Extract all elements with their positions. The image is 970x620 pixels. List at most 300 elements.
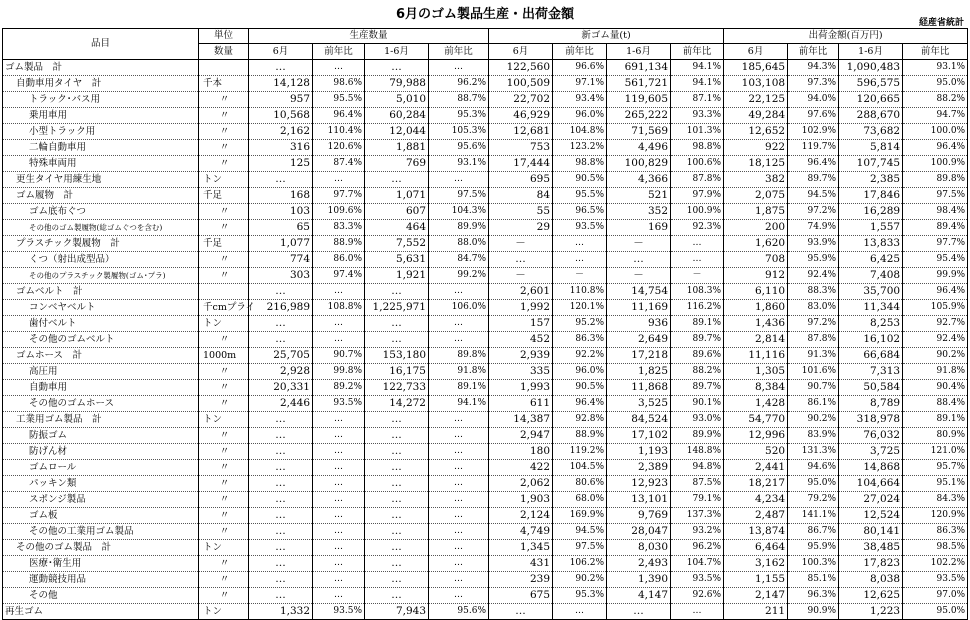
ratio-cell: 84.7% <box>429 252 489 268</box>
value-cell: … <box>365 476 429 492</box>
ratio-cell: … <box>313 412 365 428</box>
value-cell: 4,749 <box>489 524 553 540</box>
ratio-cell: 105.3% <box>429 124 489 140</box>
ratio-cell: … <box>553 252 607 268</box>
ratio-cell: 89.9% <box>429 220 489 236</box>
value-cell: 8,789 <box>839 396 903 412</box>
value-cell: … <box>365 316 429 332</box>
value-cell: 1,428 <box>724 396 788 412</box>
ratio-cell: 97.5% <box>429 188 489 204</box>
value-cell: 13,833 <box>839 236 903 252</box>
ratio-cell: … <box>671 252 724 268</box>
value-cell: … <box>249 476 313 492</box>
value-cell: 11,116 <box>724 348 788 364</box>
ratio-cell: … <box>429 540 489 556</box>
ratio-cell: 83.9% <box>788 428 839 444</box>
value-cell: 4,496 <box>607 140 671 156</box>
value-cell: 239 <box>489 572 553 588</box>
ratio-cell: 90.7% <box>313 348 365 364</box>
table-row <box>3 412 968 428</box>
ratio-cell: 88.7% <box>429 92 489 108</box>
value-cell: 79,988 <box>365 76 429 92</box>
value-cell: 14,128 <box>249 76 313 92</box>
ratio-cell: 97.2% <box>788 316 839 332</box>
ratio-cell: 90.4% <box>903 380 968 396</box>
value-cell: 607 <box>365 204 429 220</box>
value-cell: 17,444 <box>489 156 553 172</box>
row-unit: 〃 <box>199 140 249 156</box>
value-cell: … <box>607 604 671 620</box>
ratio-cell: － <box>671 268 724 284</box>
value-cell: 2,928 <box>249 364 313 380</box>
ratio-cell: … <box>313 556 365 572</box>
value-cell: 265,222 <box>607 108 671 124</box>
value-cell: 2,389 <box>607 460 671 476</box>
ratio-cell: 141.1% <box>788 508 839 524</box>
ratio-cell: 96.2% <box>671 540 724 556</box>
value-cell: 695 <box>489 172 553 188</box>
ratio-cell: 94.3% <box>788 60 839 76</box>
value-cell: … <box>365 412 429 428</box>
value-cell: 936 <box>607 316 671 332</box>
ratio-cell: 88.4% <box>903 396 968 412</box>
row-unit: 〃 <box>199 428 249 444</box>
ratio-cell: 92.8% <box>553 412 607 428</box>
ratio-cell: 95.5% <box>313 92 365 108</box>
value-cell: 303 <box>249 268 313 284</box>
value-cell: … <box>249 444 313 460</box>
row-name: 再生ゴム <box>3 604 199 620</box>
row-name: ゴムロール <box>3 460 199 476</box>
value-cell: 125 <box>249 156 313 172</box>
ratio-cell: 95.3% <box>553 588 607 604</box>
value-cell: … <box>365 284 429 300</box>
ratio-cell: … <box>429 332 489 348</box>
ratio-cell: 79.1% <box>671 492 724 508</box>
value-cell: 12,681 <box>489 124 553 140</box>
ratio-cell: … <box>429 316 489 332</box>
ratio-cell: 89.8% <box>903 172 968 188</box>
ratio-cell: 119.2% <box>553 444 607 460</box>
row-unit: 〃 <box>199 508 249 524</box>
row-name: 防振ゴム <box>3 428 199 444</box>
ratio-cell: … <box>313 588 365 604</box>
value-cell: 3,525 <box>607 396 671 412</box>
value-cell: 119,605 <box>607 92 671 108</box>
value-cell: 318,978 <box>839 412 903 428</box>
value-cell: … <box>607 252 671 268</box>
value-cell: 28,047 <box>607 524 671 540</box>
ratio-cell: 94.1% <box>671 60 724 76</box>
ratio-cell: … <box>313 172 365 188</box>
header-new-rubber: 新ゴム量(t) <box>489 29 724 44</box>
value-cell: … <box>365 540 429 556</box>
ratio-cell: 121.0% <box>903 444 968 460</box>
ratio-cell: 92.4% <box>788 268 839 284</box>
value-cell: 169 <box>607 220 671 236</box>
ratio-cell: … <box>313 332 365 348</box>
value-cell: 103 <box>249 204 313 220</box>
ratio-cell: 83.0% <box>788 300 839 316</box>
ratio-cell: 116.2% <box>671 300 724 316</box>
value-cell: 382 <box>724 172 788 188</box>
value-cell: 769 <box>365 156 429 172</box>
value-cell: 1,825 <box>607 364 671 380</box>
ratio-cell: 119.7% <box>788 140 839 156</box>
table-row <box>3 268 968 284</box>
ratio-cell: 98.5% <box>903 540 968 556</box>
ratio-cell: … <box>553 604 607 620</box>
value-cell: 1,903 <box>489 492 553 508</box>
ratio-cell: 94.6% <box>788 460 839 476</box>
row-name: その他 <box>3 588 199 604</box>
ratio-cell: 93.5% <box>313 396 365 412</box>
ratio-cell: … <box>313 284 365 300</box>
ratio-cell: 88.3% <box>788 284 839 300</box>
table-row <box>3 572 968 588</box>
ratio-cell: 90.5% <box>553 380 607 396</box>
value-cell: … <box>249 172 313 188</box>
ratio-cell: … <box>313 316 365 332</box>
ratio-cell: 92.7% <box>903 316 968 332</box>
table-row <box>3 540 968 556</box>
ratio-cell: 90.2% <box>903 348 968 364</box>
row-name: パッキン類 <box>3 476 199 492</box>
ratio-cell: 109.6% <box>313 204 365 220</box>
value-cell: 211 <box>724 604 788 620</box>
ratio-cell: 68.0% <box>553 492 607 508</box>
value-cell: 2,162 <box>249 124 313 140</box>
row-unit: 〃 <box>199 364 249 380</box>
value-cell: 2,075 <box>724 188 788 204</box>
row-unit: トン <box>199 540 249 556</box>
ratio-cell: 94.1% <box>671 76 724 92</box>
ratio-cell: 89.2% <box>313 380 365 396</box>
value-cell: … <box>249 428 313 444</box>
ratio-cell: 93.0% <box>671 412 724 428</box>
ratio-cell: 95.5% <box>553 188 607 204</box>
value-cell: … <box>365 572 429 588</box>
row-name: 高圧用 <box>3 364 199 380</box>
table-row <box>3 316 968 332</box>
value-cell: … <box>249 332 313 348</box>
value-cell: 16,175 <box>365 364 429 380</box>
value-cell: － <box>607 268 671 284</box>
ratio-cell: 96.5% <box>553 204 607 220</box>
value-cell: 13,101 <box>607 492 671 508</box>
ratio-cell: 88.0% <box>429 236 489 252</box>
table-row <box>3 108 968 124</box>
ratio-cell: 91.8% <box>903 364 968 380</box>
value-cell: 185,645 <box>724 60 788 76</box>
table-row <box>3 236 968 252</box>
ratio-cell: 86.0% <box>313 252 365 268</box>
value-cell: 2,939 <box>489 348 553 364</box>
ratio-cell: 96.4% <box>553 396 607 412</box>
row-unit: 〃 <box>199 204 249 220</box>
ratio-cell: 108.3% <box>671 284 724 300</box>
ratio-cell: 98.8% <box>553 156 607 172</box>
ratio-cell: 102.9% <box>788 124 839 140</box>
row-unit: 〃 <box>199 380 249 396</box>
value-cell: 6,425 <box>839 252 903 268</box>
ratio-cell: 83.3% <box>313 220 365 236</box>
value-cell: 708 <box>724 252 788 268</box>
value-cell: 17,846 <box>839 188 903 204</box>
value-cell: 316 <box>249 140 313 156</box>
value-cell: 2,385 <box>839 172 903 188</box>
ratio-cell: 120.6% <box>313 140 365 156</box>
ratio-cell: … <box>553 236 607 252</box>
ratio-cell: 97.5% <box>553 540 607 556</box>
value-cell: 1,193 <box>607 444 671 460</box>
ratio-cell: 94.5% <box>788 188 839 204</box>
row-name: 工業用ゴム製品 計 <box>3 412 199 428</box>
table-row <box>3 284 968 300</box>
value-cell: 422 <box>489 460 553 476</box>
table-row <box>3 92 968 108</box>
value-cell: 17,823 <box>839 556 903 572</box>
row-unit: 1000m <box>199 348 249 364</box>
value-cell: 8,030 <box>607 540 671 556</box>
value-cell: 14,272 <box>365 396 429 412</box>
subheader-cell: 1-6月 <box>839 44 903 60</box>
value-cell: 1,071 <box>365 188 429 204</box>
ratio-cell: 102.2% <box>903 556 968 572</box>
value-cell: 103,108 <box>724 76 788 92</box>
subheader-cell: 1-6月 <box>365 44 429 60</box>
value-cell: 5,814 <box>839 140 903 156</box>
ratio-cell: 96.6% <box>553 60 607 76</box>
value-cell: 80,141 <box>839 524 903 540</box>
ratio-cell: … <box>429 492 489 508</box>
ratio-cell: 95.2% <box>553 316 607 332</box>
ratio-cell: 96.0% <box>553 108 607 124</box>
ratio-cell: 97.1% <box>553 76 607 92</box>
ratio-cell: … <box>313 60 365 76</box>
value-cell: … <box>249 556 313 572</box>
value-cell: 431 <box>489 556 553 572</box>
ratio-cell: 94.0% <box>788 92 839 108</box>
ratio-cell: 101.6% <box>788 364 839 380</box>
ratio-cell: … <box>429 444 489 460</box>
row-unit: 〃 <box>199 444 249 460</box>
value-cell: 12,625 <box>839 588 903 604</box>
ratio-cell: 89.1% <box>429 380 489 396</box>
ratio-cell: 96.4% <box>313 108 365 124</box>
row-name: スポンジ製品 <box>3 492 199 508</box>
ratio-cell: 93.1% <box>903 60 968 76</box>
ratio-cell: 92.6% <box>671 588 724 604</box>
ratio-cell: … <box>429 284 489 300</box>
ratio-cell: 89.1% <box>903 412 968 428</box>
value-cell: … <box>365 444 429 460</box>
value-cell: 520 <box>724 444 788 460</box>
ratio-cell: 106.2% <box>553 556 607 572</box>
value-cell: 14,387 <box>489 412 553 428</box>
ratio-cell: 95.9% <box>788 540 839 556</box>
ratio-cell: 96.4% <box>903 284 968 300</box>
ratio-cell: 97.9% <box>671 188 724 204</box>
ratio-cell: 93.5% <box>553 220 607 236</box>
value-cell: 2,601 <box>489 284 553 300</box>
ratio-cell: 120.1% <box>553 300 607 316</box>
row-unit: 〃 <box>199 108 249 124</box>
value-cell: … <box>365 556 429 572</box>
ratio-cell: … <box>429 588 489 604</box>
table-body <box>3 60 968 620</box>
value-cell: 66,684 <box>839 348 903 364</box>
ratio-cell: 95.6% <box>429 140 489 156</box>
value-cell: 84 <box>489 188 553 204</box>
row-name: 乗用車用 <box>3 108 199 124</box>
row-unit: 〃 <box>199 92 249 108</box>
value-cell: 22,125 <box>724 92 788 108</box>
ratio-cell: 90.7% <box>788 380 839 396</box>
row-unit: 〃 <box>199 252 249 268</box>
ratio-cell: 91.8% <box>429 364 489 380</box>
ratio-cell: 87.5% <box>671 476 724 492</box>
ratio-cell: … <box>671 236 724 252</box>
value-cell: 4,147 <box>607 588 671 604</box>
value-cell: 596,575 <box>839 76 903 92</box>
row-name: その他のゴムホース <box>3 396 199 412</box>
value-cell: 464 <box>365 220 429 236</box>
value-cell: 1,557 <box>839 220 903 236</box>
table-row <box>3 524 968 540</box>
ratio-cell: … <box>313 444 365 460</box>
value-cell: 100,829 <box>607 156 671 172</box>
ratio-cell: 120.9% <box>903 508 968 524</box>
value-cell: 2,947 <box>489 428 553 444</box>
value-cell: 1,225,971 <box>365 300 429 316</box>
value-cell: 352 <box>607 204 671 220</box>
ratio-cell: 86.7% <box>788 524 839 540</box>
ratio-cell: 100.6% <box>671 156 724 172</box>
ratio-cell: … <box>313 572 365 588</box>
value-cell: … <box>249 316 313 332</box>
ratio-cell: 88.2% <box>671 364 724 380</box>
value-cell: 29 <box>489 220 553 236</box>
ratio-cell: 94.7% <box>903 108 968 124</box>
ratio-cell: … <box>429 172 489 188</box>
ratio-cell: 89.7% <box>671 380 724 396</box>
value-cell: 12,996 <box>724 428 788 444</box>
ratio-cell: 90.9% <box>788 604 839 620</box>
ratio-cell: … <box>313 524 365 540</box>
ratio-cell: 98.6% <box>313 76 365 92</box>
value-cell: 2,649 <box>607 332 671 348</box>
ratio-cell: 101.3% <box>671 124 724 140</box>
value-cell: 8,253 <box>839 316 903 332</box>
ratio-cell: 96.4% <box>903 140 968 156</box>
value-cell: 1,881 <box>365 140 429 156</box>
ratio-cell: … <box>429 460 489 476</box>
value-cell: … <box>489 604 553 620</box>
value-cell: 675 <box>489 588 553 604</box>
value-cell: 22,702 <box>489 92 553 108</box>
header-unit-bottom: 数量 <box>199 44 249 60</box>
row-name: 小型トラック用 <box>3 124 199 140</box>
value-cell: 11,169 <box>607 300 671 316</box>
value-cell: 216,989 <box>249 300 313 316</box>
row-name: その他のゴム製品 計 <box>3 540 199 556</box>
table-row <box>3 588 968 604</box>
value-cell: 12,524 <box>839 508 903 524</box>
ratio-cell: 87.1% <box>671 92 724 108</box>
ratio-cell: 94.8% <box>671 460 724 476</box>
ratio-cell: … <box>671 604 724 620</box>
row-unit: 〃 <box>199 460 249 476</box>
row-name: ゴム板 <box>3 508 199 524</box>
value-cell: 73,682 <box>839 124 903 140</box>
row-unit: 千本 <box>199 76 249 92</box>
ratio-cell: 95.0% <box>903 604 968 620</box>
row-name: 自動車用タイヤ 計 <box>3 76 199 92</box>
table-row <box>3 188 968 204</box>
row-unit: 〃 <box>199 588 249 604</box>
ratio-cell: 97.5% <box>903 188 968 204</box>
ratio-cell: … <box>313 428 365 444</box>
value-cell: 335 <box>489 364 553 380</box>
row-name: ゴムホース 計 <box>3 348 199 364</box>
ratio-cell: 98.8% <box>671 140 724 156</box>
ratio-cell: 95.0% <box>788 476 839 492</box>
ratio-cell: … <box>429 476 489 492</box>
table-row <box>3 444 968 460</box>
value-cell: 76,032 <box>839 428 903 444</box>
row-name: その他のゴムベルト <box>3 332 199 348</box>
subheader-cell: 前年比 <box>313 44 365 60</box>
ratio-cell: 99.9% <box>903 268 968 284</box>
row-unit: トン <box>199 316 249 332</box>
value-cell: 7,943 <box>365 604 429 620</box>
value-cell: … <box>365 60 429 76</box>
table-row <box>3 364 968 380</box>
value-cell: 561,721 <box>607 76 671 92</box>
value-cell: … <box>249 524 313 540</box>
value-cell: － <box>607 236 671 252</box>
ratio-cell: 97.7% <box>313 188 365 204</box>
ratio-cell: 93.5% <box>671 572 724 588</box>
ratio-cell: 92.3% <box>671 220 724 236</box>
row-name: プラスチック製履物 計 <box>3 236 199 252</box>
value-cell: 6,110 <box>724 284 788 300</box>
row-unit: 〃 <box>199 396 249 412</box>
row-name: 自動車用 <box>3 380 199 396</box>
ratio-cell: 93.9% <box>788 236 839 252</box>
value-cell: 18,217 <box>724 476 788 492</box>
value-cell: 18,125 <box>724 156 788 172</box>
value-cell: 84,524 <box>607 412 671 428</box>
ratio-cell: 104.7% <box>671 556 724 572</box>
value-cell: … <box>365 460 429 476</box>
value-cell: 1,090,483 <box>839 60 903 76</box>
value-cell: 1,620 <box>724 236 788 252</box>
value-cell: 2,487 <box>724 508 788 524</box>
value-cell: 104,664 <box>839 476 903 492</box>
value-cell: 1,875 <box>724 204 788 220</box>
value-cell: … <box>249 588 313 604</box>
ratio-cell: 89.7% <box>788 172 839 188</box>
table-row <box>3 428 968 444</box>
subheader-cell: 1-6月 <box>607 44 671 60</box>
ratio-cell: 108.8% <box>313 300 365 316</box>
value-cell: 157 <box>489 316 553 332</box>
header-shipment: 出荷金額(百万円) <box>724 29 968 44</box>
ratio-cell: 86.3% <box>903 524 968 540</box>
table-row <box>3 476 968 492</box>
